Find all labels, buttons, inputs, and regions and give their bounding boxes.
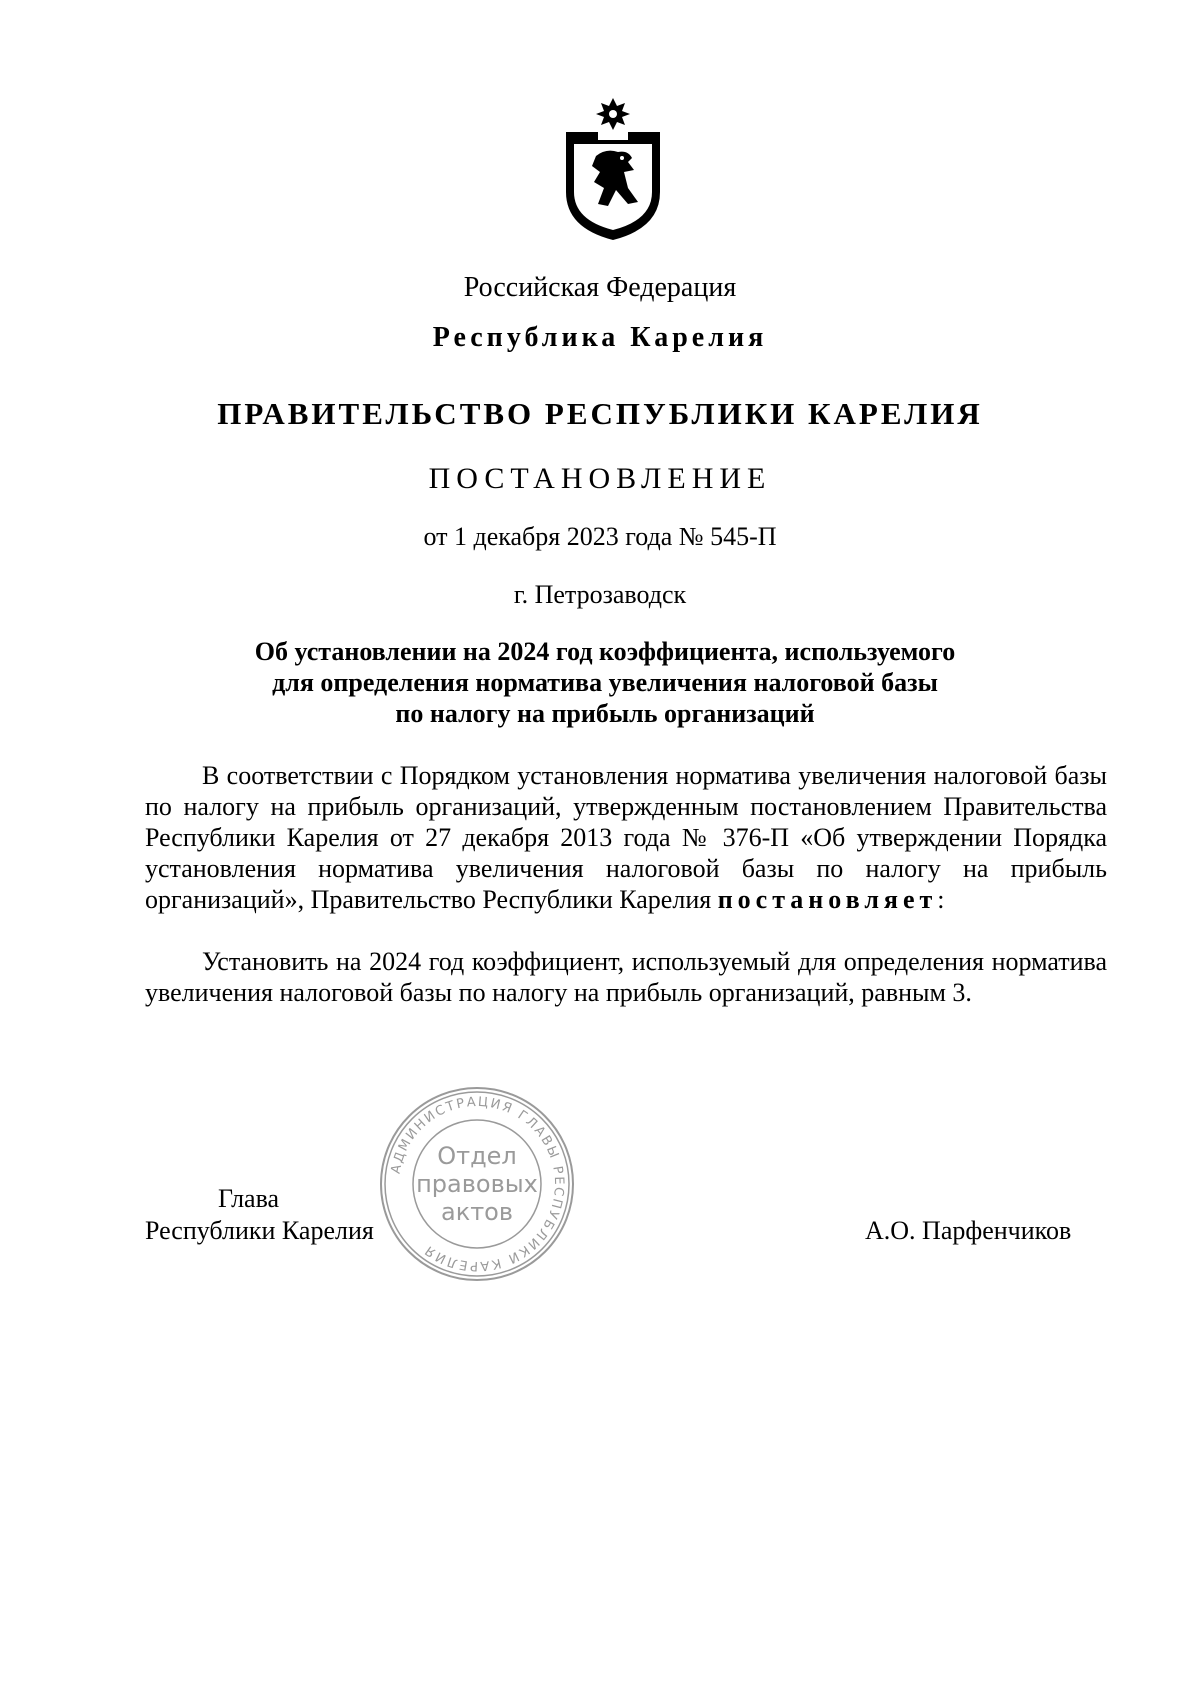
- country-name: Российская Федерация: [463, 272, 737, 303]
- paragraph-text: В соответствии с Порядком установления норматива увеличения налоговой базы по налогу на прибыль организаций, утвержденным постановлением Правительства Республики Карелия от 27 декабря 2013 года № 376-П «Об утверждении Порядка установления норматива увеличения налоговой базы по налогу на прибыль организаций», Правительство Республики Карелия: [145, 761, 1107, 914]
- stamp-center-text: Отдел: [437, 1142, 517, 1170]
- date-and-number: от 1 декабря 2023 года № 545-П: [423, 522, 777, 551]
- coat-of-arms-icon: [558, 96, 668, 242]
- stamp-ring-text: АДМИНИСТРАЦИЯ ГЛАВЫ РЕСПУБЛИКИ КАРЕЛИЯ: [388, 1094, 567, 1274]
- stamp-center-text: правовых: [416, 1170, 538, 1198]
- title-line: Об установлении на 2024 год коэффициента, используемого: [254, 637, 956, 666]
- paragraph-punctuation: :: [937, 885, 945, 914]
- body-paragraph: [145, 760, 1107, 915]
- body-paragraph: [145, 946, 1107, 1008]
- issue-city: г. Петрозаводск: [513, 580, 687, 609]
- title-line: по налогу на прибыль организаций: [395, 699, 815, 728]
- signer-position: Республики Карелия: [145, 1216, 374, 1245]
- document-title: [140, 636, 1070, 729]
- signer-position: Глава: [218, 1184, 280, 1213]
- official-stamp: [377, 1084, 577, 1284]
- stamp-center-text: актов: [440, 1198, 514, 1226]
- resolution-keyword: постановляет: [717, 885, 938, 914]
- title-line: для определения норматива увеличения налоговой базы: [272, 668, 938, 697]
- government-name: ПРАВИТЕЛЬСТВО РЕСПУБЛИКИ КАРЕЛИЯ: [217, 396, 983, 431]
- republic-name: Республика Карелия: [432, 322, 768, 353]
- signer-name: А.О. Парфенчиков: [865, 1216, 1072, 1245]
- paragraph-text: Установить на 2024 год коэффициент, используемый для определения норматива увеличения налоговой базы по налогу на прибыль организаций, равным 3.: [145, 947, 1107, 1007]
- document-type: ПОСТАНОВЛЕНИЕ: [428, 462, 772, 495]
